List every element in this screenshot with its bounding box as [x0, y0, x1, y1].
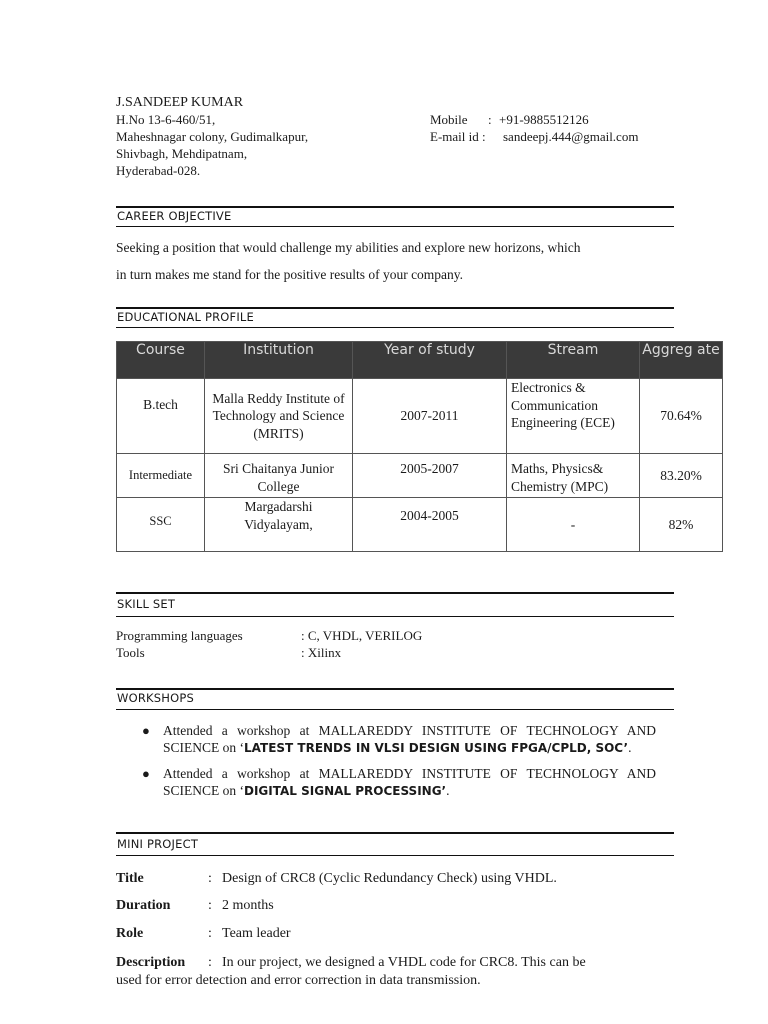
applicant-name: J.SANDEEP KUMAR: [116, 95, 244, 110]
project-description-label: Description: [116, 955, 186, 970]
project-role-value: Team leader: [222, 926, 291, 941]
mini-project-heading: [116, 832, 674, 856]
list-item: [116, 722, 656, 757]
education-table: [116, 341, 723, 552]
column-header-institution: Institution: [205, 342, 353, 379]
project-title-label: Title: [116, 871, 144, 886]
email-label: E-mail id :: [430, 129, 486, 144]
skill-label: Programming languages: [116, 628, 243, 643]
objective-line: in turn makes me stand for the positive results of your company.: [116, 267, 464, 282]
table-row: [117, 454, 723, 498]
section-title: WORKSHOPS: [117, 691, 194, 705]
aggregate-cell: 83.20%: [640, 454, 723, 498]
educational-profile-heading: [116, 307, 674, 328]
section-title: EDUCATIONAL PROFILE: [117, 310, 254, 324]
course-cell: Intermediate: [117, 454, 205, 498]
section-title: MINI PROJECT: [117, 837, 199, 851]
career-objective-heading: [116, 206, 674, 227]
stream-cell: Maths, Physics& Chemistry (MPC): [507, 454, 640, 498]
email-address: sandeepj.444@gmail.com: [503, 129, 639, 144]
field-colon: :: [208, 955, 212, 970]
bullet-icon: ●: [142, 766, 150, 781]
workshop-list: [116, 722, 656, 800]
year-cell: 2007-2011: [353, 379, 507, 454]
address-line: Maheshnagar colony, Gudimalkapur,: [116, 129, 309, 144]
institution-cell: Sri Chaitanya Junior College: [205, 454, 353, 498]
skill-label: Tools: [116, 645, 145, 660]
section-title: SKILL SET: [117, 597, 176, 611]
year-cell: 2004-2005: [353, 498, 507, 552]
workshops-heading: [116, 688, 674, 710]
institution-cell: Margadarshi Vidyalayam,: [205, 498, 353, 552]
aggregate-cell: 70.64%: [640, 379, 723, 454]
course-cell: B.tech: [117, 379, 205, 454]
workshop-tail: .: [628, 740, 632, 755]
institution-cell: Malla Reddy Institute of Technology and Science (MRITS): [205, 379, 353, 454]
list-item: [116, 765, 656, 800]
field-colon: :: [208, 926, 212, 941]
section-title: CAREER OBJECTIVE: [117, 209, 232, 223]
skill-value: : C, VHDL, VERILOG: [301, 628, 423, 643]
column-header-stream: Stream: [507, 342, 640, 379]
year-cell: 2005-2007: [353, 454, 507, 498]
stream-cell: -: [507, 498, 640, 552]
project-duration-label: Duration: [116, 898, 171, 913]
mobile-label: Mobile: [430, 112, 468, 127]
mobile-separator: :: [488, 112, 492, 127]
skill-set-heading: [116, 592, 674, 617]
workshop-text: Attended a workshop at MALLAREDDY INSTITUTE OF TECHNOLOGY AND SCIENCE on ‘: [163, 723, 656, 755]
workshop-text: Attended a workshop at MALLAREDDY INSTITUTE OF TECHNOLOGY AND SCIENCE on ‘: [163, 766, 656, 798]
course-cell: SSC: [117, 498, 205, 552]
column-header-aggregate: Aggreg ate: [640, 342, 723, 379]
project-duration-value: 2 months: [222, 898, 274, 913]
stream-cell: Electronics & Communication Engineering (ECE): [507, 379, 640, 454]
project-description-text: In our project, we designed a VHDL code for CRC8. This can be: [222, 955, 586, 970]
objective-line: Seeking a position that would challenge my abilities and explore new horizons, which: [116, 240, 581, 255]
project-role-label: Role: [116, 926, 144, 941]
career-objective-text: [116, 234, 581, 288]
address-line: Shivbagh, Mehdipatnam,: [116, 146, 248, 161]
column-header-course: Course: [117, 342, 205, 379]
mobile-number: +91-9885512126: [499, 112, 589, 127]
column-header-year: Year of study: [353, 342, 507, 379]
project-title-value: Design of CRC8 (Cyclic Redundancy Check) using VHDL.: [222, 871, 557, 886]
workshop-topic: DIGITAL SIGNAL PROCESSING’: [244, 784, 447, 798]
table-row: [117, 379, 723, 454]
workshop-tail: .: [446, 783, 450, 798]
bullet-icon: ●: [142, 723, 150, 738]
table-row: [117, 498, 723, 552]
aggregate-cell: 82%: [640, 498, 723, 552]
project-description-text-continued: used for error detection and error correction in data transmission.: [116, 973, 481, 988]
table-header-row: [117, 342, 723, 379]
skill-value: : Xilinx: [301, 645, 342, 660]
address-block: [116, 111, 308, 179]
address-line: H.No 13-6-460/51,: [116, 112, 216, 127]
field-colon: :: [208, 871, 212, 886]
workshop-topic: LATEST TRENDS IN VLSI DESIGN USING FPGA/CPLD, SOC’: [244, 741, 629, 755]
field-colon: :: [208, 898, 212, 913]
address-line: Hyderabad-028.: [116, 163, 201, 178]
